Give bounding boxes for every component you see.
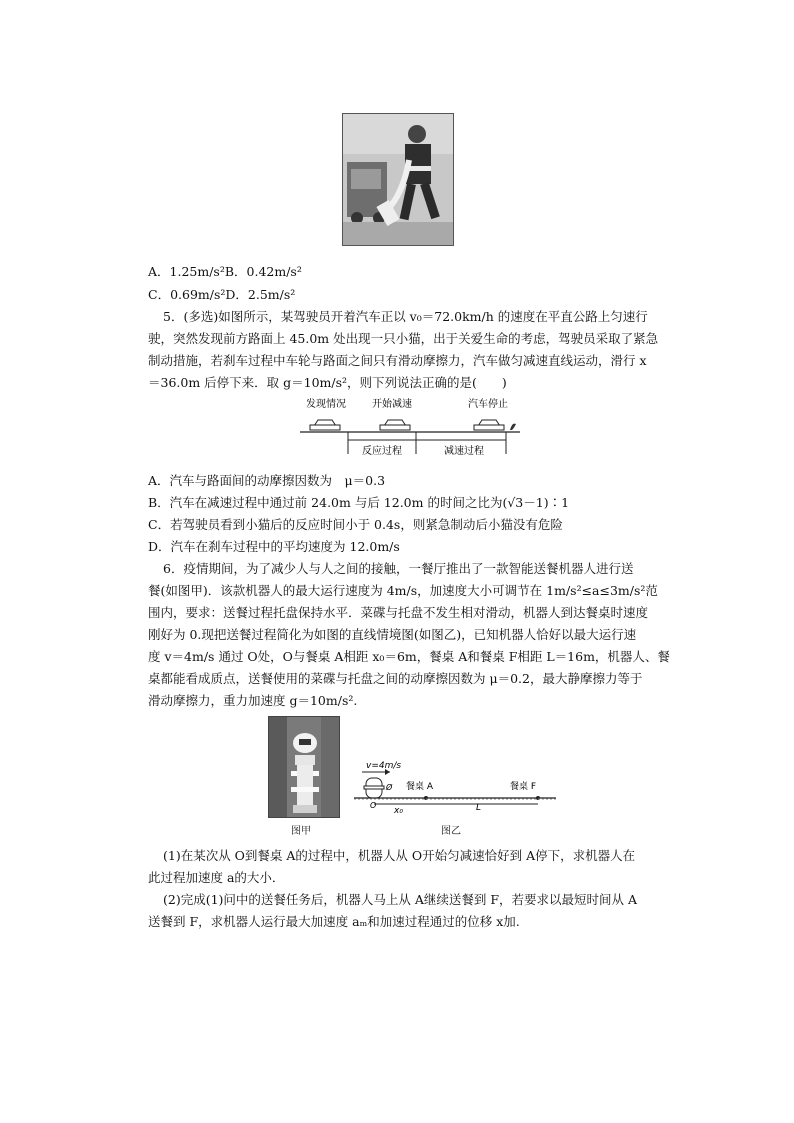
q5-option-d: D．汽车在刹车过程中的平均速度为 12.0m/s (148, 539, 400, 554)
car-icon (380, 420, 410, 430)
svg-text:Ø: Ø (386, 783, 393, 792)
q5-stem-line3: 制动措施，若刹车过程中车轮与路面之间只有滑动摩擦力，汽车做匀减速直线运动，滑行 x (148, 353, 647, 368)
q6-sub1-line2: 此过程加速度 a的大小． (148, 870, 285, 885)
q6-sub2-line1: (2)完成(1)问中的送餐任务后，机器人马上从 A继续送餐到 F，若要求以最短时间从 A (163, 892, 638, 907)
q6-stem-line2: 餐(如图甲)．该款机器人的最大运行速度为 4m/s，加速度大小可调节在 1m/s²≤a≤3m/s²范 (148, 583, 658, 598)
caption-figure-b: 图乙 (441, 826, 461, 837)
robot-illustration (269, 717, 339, 817)
robot-track-diagram (352, 758, 558, 816)
q5-stem-line4: ＝36.0m 后停下来．取 g＝10m/s²，则下列说法正确的是( ) (148, 375, 507, 390)
q6-sub2-line2: 送餐到 F，求机器人运行最大加速度 aₘ和加速过程通过的位移 x加. (148, 914, 520, 929)
table-f-label: 餐桌 F (510, 782, 537, 792)
x0-label: x₀ (394, 806, 403, 816)
l-label: L (476, 803, 482, 813)
label-start: 开始减速 (372, 399, 412, 410)
q6-sub1-line1: (1)在某次从 O到餐桌 A的过程中，机器人从 O开始匀减速恰好到 A停下，求机器人在 (163, 848, 636, 863)
label-discover: 发现情况 (306, 399, 346, 410)
label-decel: 减速过程 (444, 446, 484, 457)
q6-stem-line6: 桌都能看成质点，送餐使用的菜碟与托盘之间的动摩擦因数为 μ＝0.2，最大静摩擦力等于 (148, 671, 643, 686)
q5-option-b: B．汽车在减速过程中通过前 24.0m 与后 12.0m 的时间之比为(√3－1)∶1 (148, 495, 570, 510)
speed-label: v=4m/s (366, 761, 402, 771)
q5-option-c: C．若驾驶员看到小猫后的反应时间小于 0.4s，则紧急制动后小猫没有危险 (148, 517, 563, 532)
label-reaction: 反应过程 (362, 446, 402, 457)
q5-option-a: A．汽车与路面间的动摩擦因数为 μ＝0.3 (148, 473, 386, 488)
car-icon (474, 420, 504, 430)
caption-figure-a: 图甲 (291, 826, 311, 837)
car-icon (310, 420, 340, 430)
q4-options-line1: A．1.25m/s²B．0.42m/s² (148, 264, 302, 279)
point-o-label: O (370, 801, 377, 810)
braking-diagram (298, 396, 522, 460)
robot-icon (364, 778, 384, 798)
q5-stem-line1: 5．(多选)如图所示，某驾驶员开着汽车正以 v₀＝72.0km/h 的速度在平直公路上匀速行 (163, 309, 648, 324)
q5-stem-line2: 驶，突然发现前方路面上 45.0m 处出现一只小猫，出于关爱生命的考虑，驾驶员采取了紧急 (148, 331, 659, 346)
q6-stem-line1: 6．疫情期间，为了减少人与人之间的接触，一餐厅推出了一款智能送餐机器人进行送 (163, 561, 634, 576)
q6-stem-line5: 度 v＝4m/s 通过 O处，O与餐桌 A相距 x₀＝6m，餐桌 A和餐桌 F相距 L＝16m，机器人、餐 (148, 649, 670, 664)
firefighter-illustration (343, 114, 453, 245)
cat-icon (510, 424, 516, 430)
firefighter-photo (342, 113, 454, 246)
q6-stem-line4: 刚好为 0.现把送餐过程简化为如图的直线情境图(如图乙)，已知机器人恰好以最大运行速 (148, 627, 637, 642)
q6-stem-line3: 围内，要求：送餐过程托盘保持水平．菜碟与托盘不发生相对滑动，机器人到达餐桌时速度 (148, 605, 649, 620)
q6-stem-line7: 滑动摩擦力，重力加速度 g＝10m/s². (148, 693, 358, 708)
robot-photo (268, 716, 340, 818)
q4-options-line2: C．0.69m/s²D．2.5m/s² (148, 287, 296, 302)
label-stop: 汽车停止 (468, 399, 508, 410)
table-a-label: 餐桌 A (406, 782, 434, 792)
